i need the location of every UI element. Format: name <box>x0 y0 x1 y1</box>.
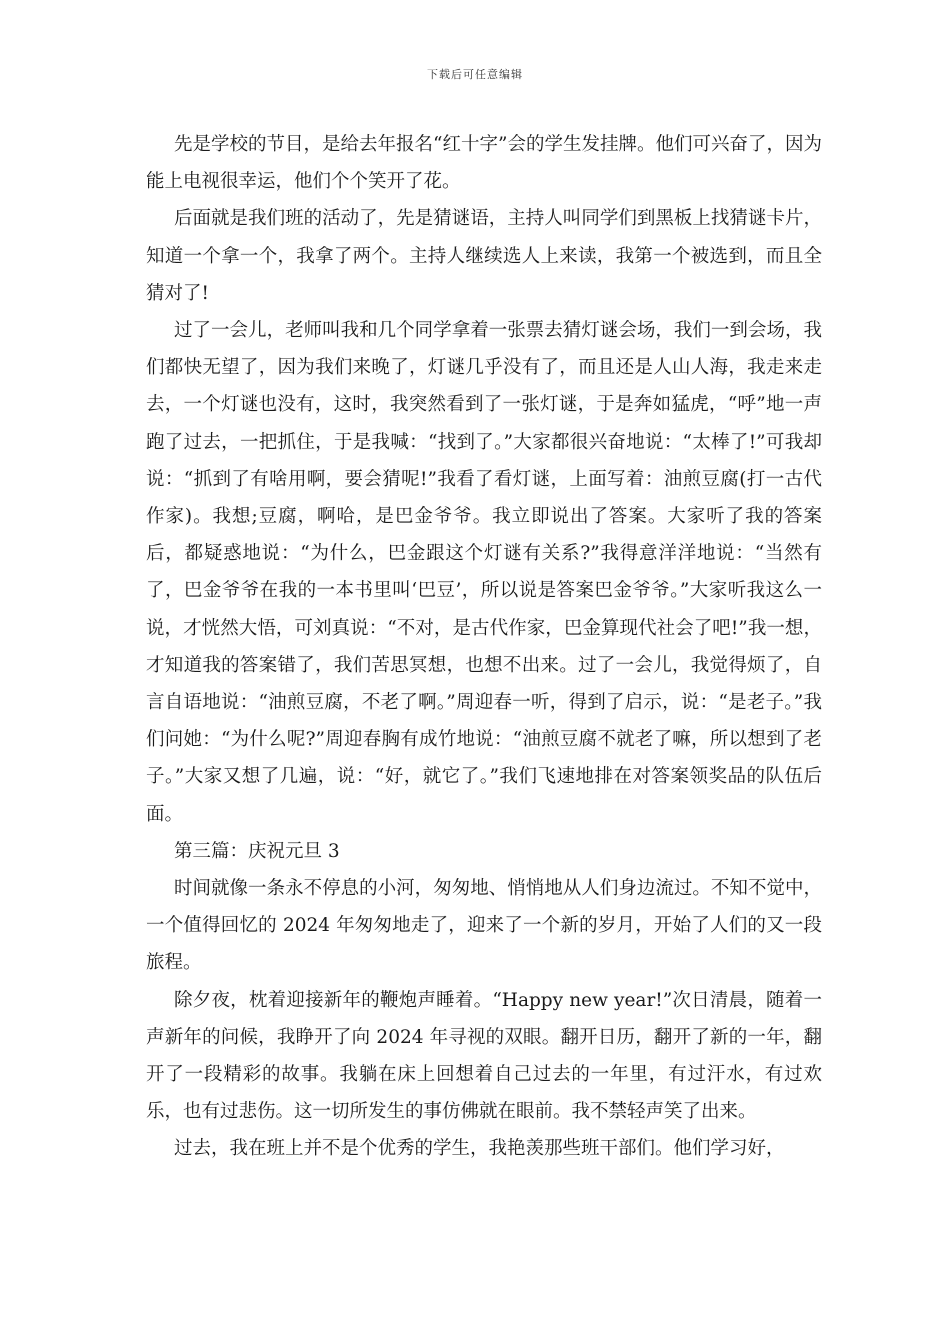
paragraph: 时间就像一条永不停息的小河，匆匆地、悄悄地从人们身边流过。不知不觉中，一个值得回忆的 2024 年匆匆地走了，迎来了一个新的岁月，开始了人们的又一段旅程。 <box>146 878 822 974</box>
paragraph: 除夕夜，枕着迎接新年的鞭炮声睡着。“Happy new year!”次日清晨，随着一声新年的问候，我睁开了向 2024 年寻视的双眼。翻开日历，翻开了新的一年，翻开了一段精彩的故事。我躺在床上回想着自己过去的一年里，有过汗水，有过欢乐，也有过悲伤。这一切所发生的事仿佛就在眼前。我不禁轻声笑了出来。 <box>146 989 822 1123</box>
paragraph: 先是学校的节目，是给去年报名“红十字”会的学生发挂牌。他们可兴奋了，因为能上电视很幸运，他们个个笑开了花。 <box>146 134 822 193</box>
document-body <box>146 126 822 1168</box>
paragraph: 过去，我在班上并不是个优秀的学生，我艳羡那些班干部们。他们学习好， <box>174 1138 785 1160</box>
section-heading: 第三篇：庆祝元旦 3 <box>174 840 340 862</box>
paragraph: 过了一会儿，老师叫我和几个同学拿着一张票去猜灯谜会场，我们一到会场，我们都快无望了，因为我们来晚了，灯谜几乎没有了，而且还是人山人海，我走来走去，一个灯谜也没有，这时，我突然看到了一张灯谜，于是奔如猛虎，“呼”地一声跑了过去，一把抓住，于是我喊：“找到了。”大家都很兴奋地说：“太棒了!”可我却说：“抓到了有啥用啊，要会猜呢!”我看了看灯谜，上面写着：油煎豆腐(打一古代作家)。我想;豆腐，啊哈，是巴金爷爷。我立即说出了答案。大家听了我的答案后，都疑惑地说：“为什么，巴金跟这个灯谜有关系?”我得意洋洋地说：“当然有了，巴金爷爷在我的一本书里叫‘巴豆’，所以说是答案巴金爷爷。”大家听我这么一说，才恍然大悟，可刘真说：“不对，是古代作家，巴金算现代社会了吧!”我一想，才知道我的答案错了，我们苦思冥想，也想不出来。过了一会儿，我觉得烦了，自言自语地说：“油煎豆腐，不老了啊。”周迎春一听，得到了启示，说：“是老子。”我们问她：“为什么呢?”周迎春胸有成竹地说：“油煎豆腐不就老了嘛，所以想到了老子。”大家又想了几遍，说：“好，就它了。”我们飞速地排在对答案领奖品的队伍后面。 <box>146 320 822 825</box>
paragraph: 后面就是我们班的活动了，先是猜谜语，主持人叫同学们到黑板上找猜谜卡片，知道一个拿一个，我拿了两个。主持人继续选人上来读，我第一个被选到，而且全猜对了! <box>146 208 822 304</box>
page-header: 下载后可任意编辑 <box>427 68 523 81</box>
